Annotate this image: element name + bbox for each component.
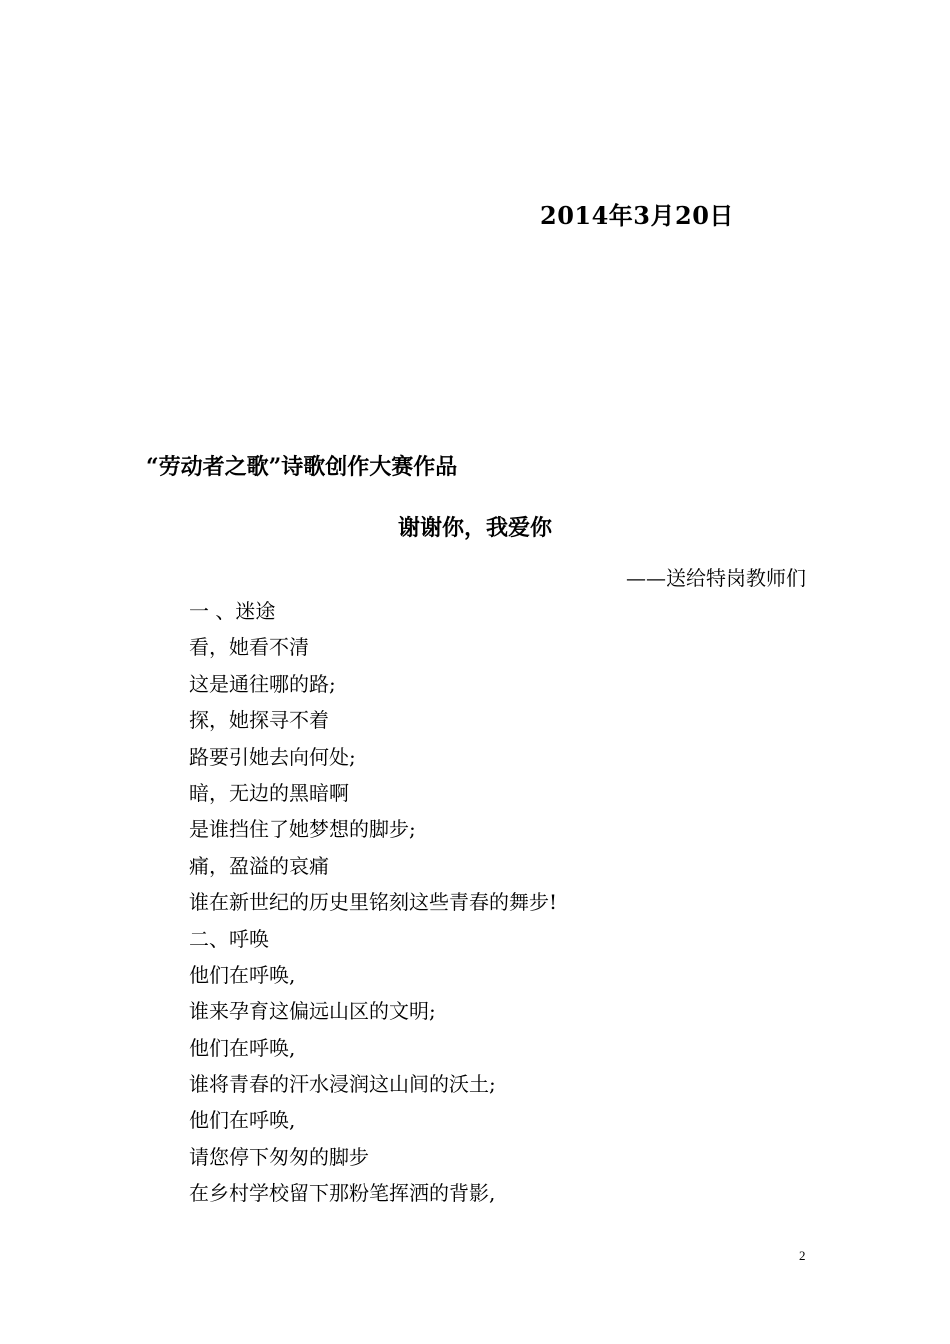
poem-line: 请您停下匆匆的脚步 [189, 1144, 369, 1169]
poem-line: 痛，盈溢的哀痛 [189, 853, 329, 878]
section-heading: 二、呼唤 [189, 926, 269, 951]
poem-title: 谢谢你，我爱你 [397, 515, 552, 541]
poem-body [189, 598, 557, 1217]
poem-dedication: ——送给特岗教师们 [626, 566, 806, 590]
poem-line: 暗，无边的黑暗啊 [189, 780, 349, 805]
poem-line: 在乡村学校留下那粉笔挥洒的背影, [189, 1181, 496, 1206]
poem-line: 他们在呼唤, [189, 962, 296, 987]
poem-line: 是谁挡住了她梦想的脚步; [189, 817, 416, 842]
poem-line: 谁来孕育这偏远山区的文明; [189, 999, 436, 1024]
contest-heading: “劳动者之歌”诗歌创作大赛作品 [146, 454, 458, 480]
poem-line: 他们在呼唤, [189, 1035, 296, 1060]
poem-line: 这是通往哪的路; [189, 671, 336, 696]
poem-line: 谁在新世纪的历史里铭刻这些青春的舞步! [189, 890, 558, 915]
document-date: 2014年3月20日 [540, 201, 734, 230]
poem-line: 看，她看不清 [189, 635, 309, 660]
poem-line: 谁将青春的汗水浸润这山间的沃土; [189, 1072, 496, 1097]
page-number: 2 [799, 1248, 806, 1263]
poem-line: 路要引她去向何处; [189, 744, 356, 769]
poem-line: 他们在呼唤, [189, 1108, 296, 1133]
section-heading: 一 、迷途 [189, 599, 276, 623]
poem-line: 探，她探寻不着 [189, 708, 329, 733]
